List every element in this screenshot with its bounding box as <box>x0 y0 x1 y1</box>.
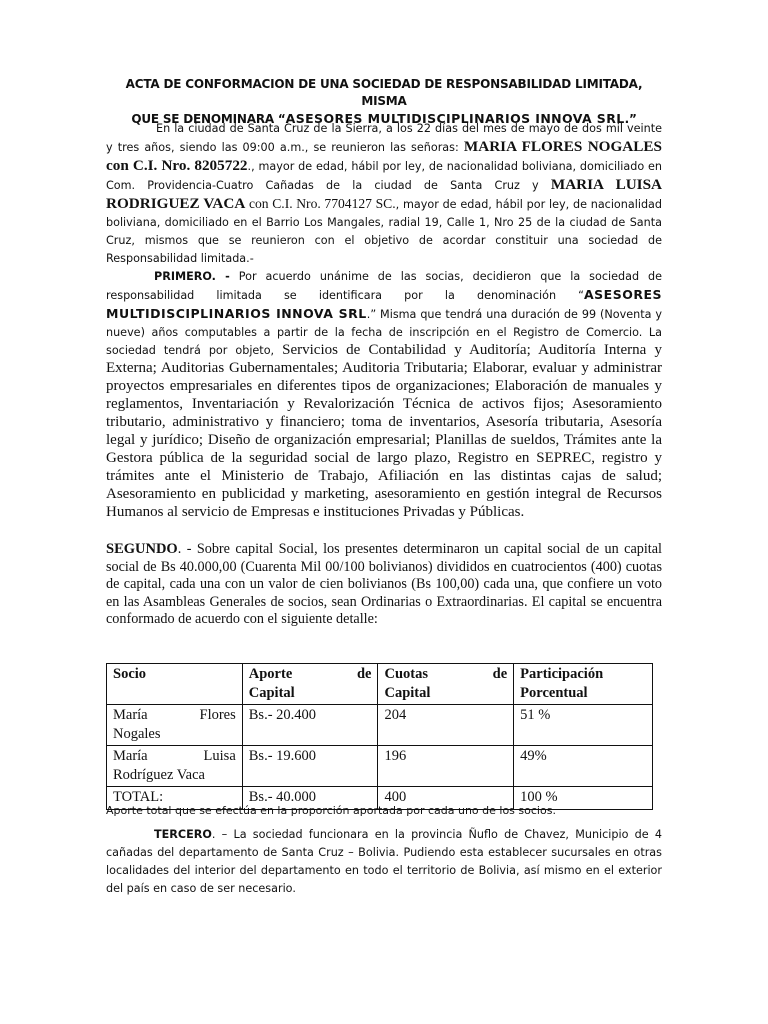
partner-1-name: MARIA FLORES NOGALES con C.I. Nro. 8205722 <box>106 138 662 174</box>
segundo-heading: SEGUNDO <box>106 541 178 557</box>
header-part-word-2: Porcentual <box>520 684 588 701</box>
header-cuotas-word-2: de <box>492 666 508 682</box>
header-aporte-word-2: de <box>356 666 372 682</box>
title-line-1: ACTA DE CONFORMACION DE UNA SOCIEDAD DE RESPONSABILIDAD LIMITADA, MISMA <box>125 77 643 108</box>
cell-participacion: 51 % <box>514 705 653 746</box>
socio-surname-1: Flores <box>199 707 236 723</box>
header-aporte <box>242 664 378 705</box>
primero-text-2: .” Misma que tendrá una duración de 99 (Noventa y nueve) años computables a partir de la fecha de inscripción en el Registro de Comercio. La sociedad tendrá por objeto, <box>106 308 663 357</box>
cell-total-participacion: 100 % <box>514 787 653 810</box>
tercero-text: . – La sociedad funcionara en la provincia Ñuflo de Chavez, Municipio de 4 cañadas del departamento de Santa Cruz – Bolivia. Pudiendo esta establecer sucursales en otras localidades del interior del departamento en todo el territorio de Bolivia, así mismo en el exterior del país en caso de ser necesario. <box>106 828 662 895</box>
intro-paragraph <box>106 120 662 268</box>
intro-text-3: , mayor de edad, hábil por ley, de nacionalidad boliviana, domiciliado en el Barrio Los Mangales, radial 19, Calle 1, Nro 25 de la ciudad de Santa Cruz, mismos que se reunieron con el objetivo de acordar constituir una sociedad de Responsabilidad limitada.- <box>106 198 663 265</box>
header-socio: Socio <box>107 664 243 705</box>
primero-objects-text: Servicios de Contabilidad y Auditoría; Auditoría Interna y Externa; Auditorias Gubernamentales; Auditoria Tributaria; Elaborar, evaluar y administrar proyectos empresariales en diferentes tipos de organizaciones; Elaboración de manuales y reglamentos, Inventariación y Revalorización Técnica de activos fijos; Asesoramiento tributario, administrativo y financiero; toma de inventarios, Asesoría tributaria, Asesoría legal y jurídico; Diseño de organización empresarial; Planillas de sueldos, Trámites ante la Gestora pública de la seguridad social de largo plazo, Registro en SEPREC, registro y trámites ante el Ministerio de Trabajo, Afiliación en las distintas cajas de salud; Asesoramiento en publicidad y marketing, asesoramiento en gestión integral de Recursos Humanos al servicio de Empresas e instituciones Privadas y Públicas. <box>106 342 663 520</box>
socio-middle-name: Luisa <box>203 748 236 764</box>
primero-paragraph <box>106 268 662 522</box>
partner-2-name: MARIA LUISA RODRIGUEZ VACA <box>106 176 662 212</box>
segundo-text: . - Sobre capital Social, los presentes determinaron un capital social de un capital social de Bs 40.000,00 (Cuarenta Mil 00/100 bolivianos) divididos en cuatrocientos (400) cuotas de capital, cada una con un valor de cien bolivianos (Bs 100,00) cada una, que confiere un voto en las Asambleas Generales de socios, sean Ordinarias o Extraordinarias. El capital se encuentra conformado de acuerdo con el siguiente detalle: <box>106 541 662 628</box>
table-header-row <box>107 664 653 705</box>
cell-participacion: 49% <box>514 746 653 787</box>
header-part-word-1: Participación <box>520 666 604 682</box>
cell-aporte: Bs.- 19.600 <box>242 746 378 787</box>
tercero-heading: TERCERO <box>154 828 212 841</box>
cell-total-aporte: Bs.- 40.000 <box>242 787 378 810</box>
cell-total-label: TOTAL: <box>107 787 243 810</box>
company-name-primero: ASESORES MULTIDISCIPLINARIOS INNOVA SRL <box>106 287 662 321</box>
header-cuotas <box>378 664 514 705</box>
primero-heading: PRIMERO. - <box>154 270 230 283</box>
socio-surname-2: Nogales <box>113 725 161 742</box>
cell-aporte: Bs.- 20.400 <box>242 705 378 746</box>
intro-text-2: ., mayor de edad, hábil por ley, de nacionalidad boliviana, domiciliado en Com. Providencia-Cuatro Cañadas de la ciudad de Santa Cruz y <box>106 160 662 192</box>
intro-text-1: En la ciudad de Santa Cruz de la Sierra, a los 22 días del mes de mayo de dos mil veinte y tres años, siendo las 09:00 a.m., se reunieron las señoras: <box>106 122 662 154</box>
socio-first-name: María <box>113 748 148 764</box>
cell-cuotas: 204 <box>378 705 514 746</box>
primero-text-1: Por acuerdo unánime de las socias, decidieron que la sociedad de responsabilidad limitada se identificara por la denominación “ <box>106 270 662 302</box>
table-row <box>107 705 653 746</box>
table-row <box>107 746 653 787</box>
cell-socio <box>107 746 243 787</box>
header-aporte-word-1: Aporte <box>248 666 293 682</box>
company-name: ASESORES MULTIDISCIPLINARIOS INNOVA SRL <box>285 111 625 126</box>
capital-table <box>106 663 653 810</box>
socio-surnames: Rodríguez Vaca <box>113 766 205 783</box>
tercero-paragraph <box>106 826 662 898</box>
segundo-paragraph <box>106 541 662 629</box>
header-participacion <box>514 664 653 705</box>
header-cuotas-word-3: Capital <box>384 684 431 701</box>
header-cuotas-word-1: Cuotas <box>384 666 428 682</box>
cell-total-cuotas: 400 <box>378 787 514 810</box>
header-aporte-word-3: Capital <box>248 684 295 701</box>
cell-socio <box>107 705 243 746</box>
title-prefix: QUE SE DENOMINARA “ <box>131 112 286 126</box>
title-suffix: .” <box>624 112 637 126</box>
table-note: Aporte total que se efectúa en la proporción aportada por cada uno de los socios. <box>106 804 556 817</box>
cell-cuotas: 196 <box>378 746 514 787</box>
socio-first-name: María <box>113 707 148 723</box>
partner-2-id: con C.I. Nro. 7704127 SC. <box>245 196 396 211</box>
